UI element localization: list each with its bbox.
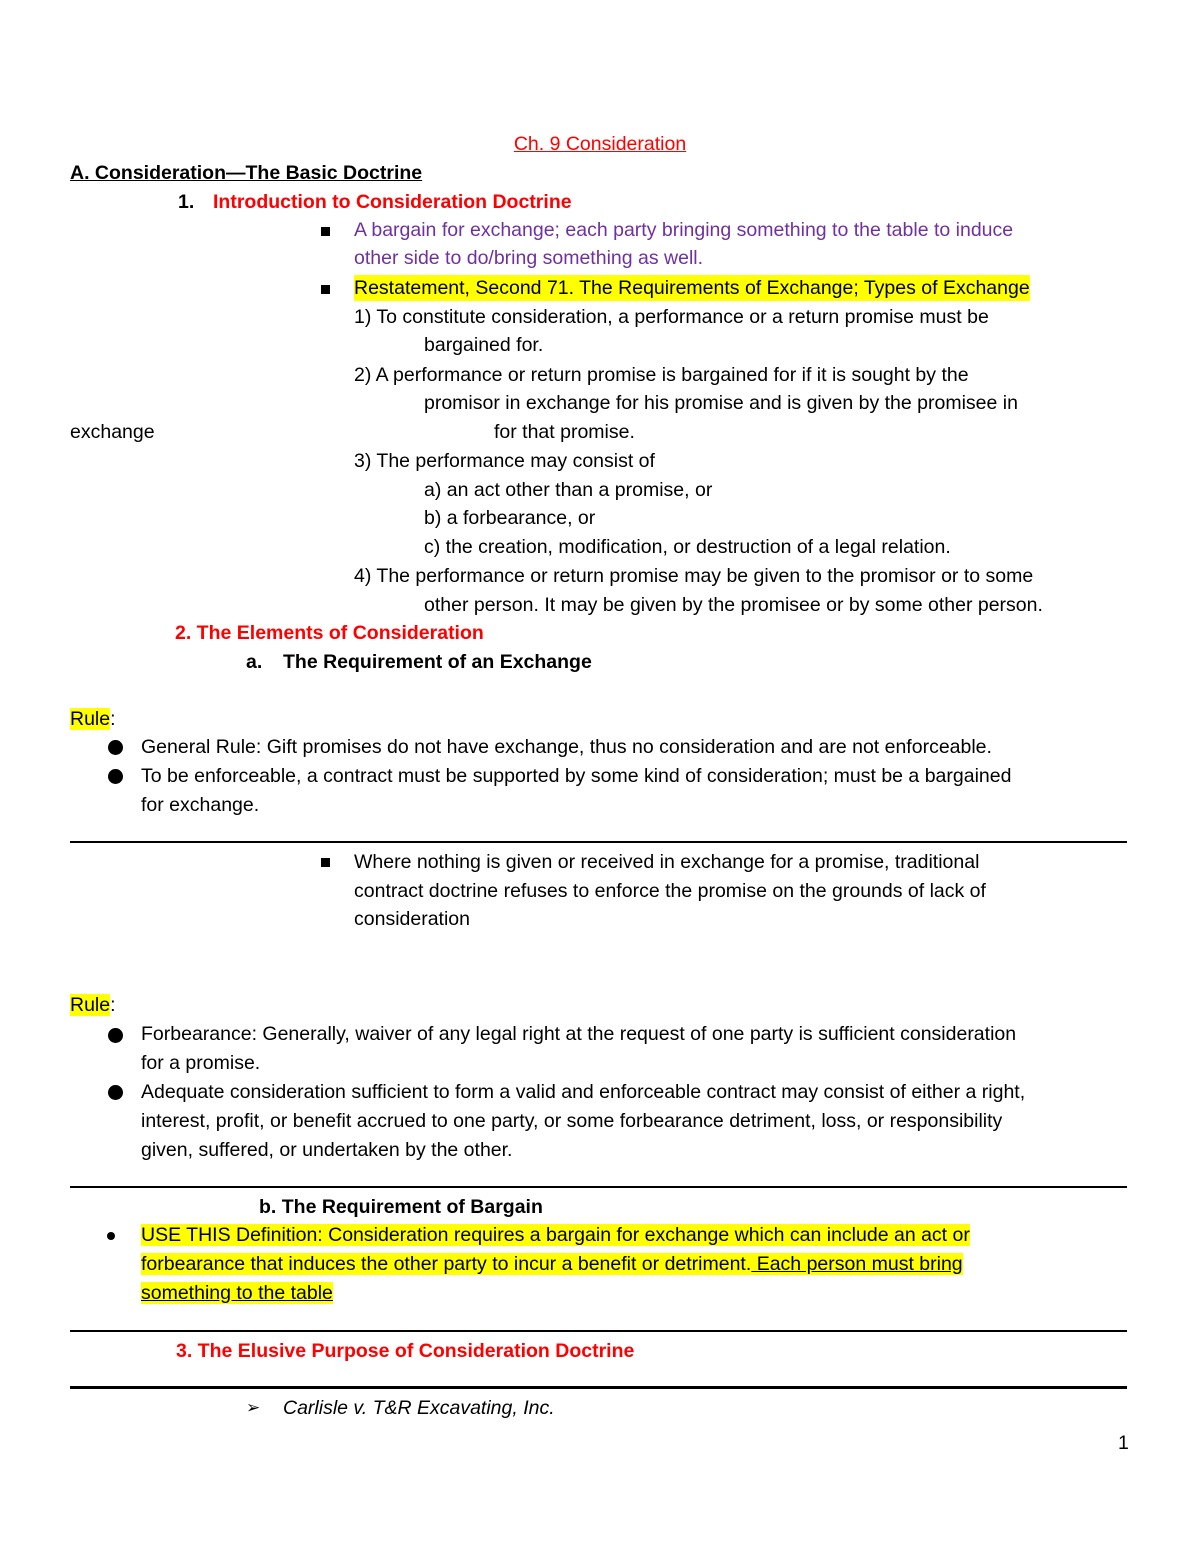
nothing-given-line-3: consideration: [354, 908, 470, 930]
rule-1-bullet-2-line-1: To be enforceable, a contract must be supported by some kind of consideration; must be a bargained: [141, 765, 1012, 787]
square-bullet-icon: [321, 285, 330, 294]
round-bullet-icon: [108, 1028, 123, 1043]
requirement-1-line-1: 1) To constitute consideration, a performance or a return promise must be: [354, 306, 989, 328]
horizontal-divider: [70, 1386, 1127, 1389]
page-number: 1: [1118, 1432, 1129, 1454]
definition-line-3: something to the table: [141, 1282, 333, 1304]
nothing-given-line-1: Where nothing is given or received in exchange for a promise, traditional: [354, 851, 980, 873]
rule-label-1: Rule:: [70, 708, 116, 730]
small-bullet-icon: [107, 1232, 115, 1240]
rule-1-bullet-1: General Rule: Gift promises do not have exchange, thus no consideration and are not enforceable.: [141, 736, 992, 758]
rule-2-bullet-2-line-2: interest, profit, or benefit accrued to one party, or some forbearance detriment, loss, or responsibility: [141, 1110, 1003, 1132]
requirement-3b: b) a forbearance, or: [424, 507, 596, 529]
page-title: Ch. 9 Consideration: [513, 133, 687, 155]
horizontal-divider: [70, 1330, 1127, 1332]
section-1-heading: Introduction to Consideration Doctrine: [213, 191, 572, 213]
rule-2-bullet-2-line-3: given, suffered, or undertaken by the other.: [141, 1139, 513, 1161]
bargain-definition-line-2: other side to do/bring something as well.: [354, 247, 704, 269]
rule-1-bullet-2-line-2: for exchange.: [141, 794, 260, 816]
requirement-2-line-3a: exchange: [70, 421, 155, 443]
section-2b-heading: b. The Requirement of Bargain: [259, 1196, 543, 1218]
requirement-2-line-2: promisor in exchange for his promise and is given by the promisee in: [424, 392, 1018, 414]
section-2a-letter: a.: [246, 651, 263, 673]
rule-2-bullet-1-line-2: for a promise.: [141, 1052, 261, 1074]
square-bullet-icon: [321, 858, 330, 867]
requirement-3a: a) an act other than a promise, or: [424, 479, 713, 501]
section-2-heading: 2. The Elements of Consideration: [175, 622, 484, 644]
round-bullet-icon: [108, 1085, 123, 1100]
round-bullet-icon: [108, 740, 123, 755]
horizontal-divider: [70, 1186, 1127, 1188]
definition-line-2: forbearance that induces the other party to incur a benefit or detriment. Each person must bring: [141, 1253, 963, 1275]
case-carlisle: Carlisle v. T&R Excavating, Inc.: [283, 1397, 555, 1419]
section-1-number: 1.: [178, 191, 195, 213]
horizontal-divider: [70, 841, 1127, 843]
requirement-3: 3) The performance may consist of: [354, 450, 655, 472]
section-3-heading: 3. The Elusive Purpose of Consideration Doctrine: [176, 1340, 635, 1362]
rule-label-2: Rule:: [70, 994, 116, 1016]
round-bullet-icon: [108, 769, 123, 784]
bargain-definition-line-1: A bargain for exchange; each party bringing something to the table to induce: [354, 219, 1014, 241]
square-bullet-icon: [321, 227, 330, 236]
requirement-2-line-3b: for that promise.: [494, 421, 635, 443]
arrow-bullet-icon: ➢: [246, 1398, 261, 1417]
requirement-4-line-2: other person. It may be given by the promisee or by some other person.: [424, 594, 1043, 616]
restatement-heading: Restatement, Second 71. The Requirements of Exchange; Types of Exchange: [354, 277, 1030, 299]
rule-2-bullet-2-line-1: Adequate consideration sufficient to form a valid and enforceable contract may consist of either a right,: [141, 1081, 1026, 1103]
definition-line-1: USE THIS Definition: Consideration requires a bargain for exchange which can include an act or: [141, 1224, 970, 1246]
nothing-given-line-2: contract doctrine refuses to enforce the promise on the grounds of lack of: [354, 880, 986, 902]
requirement-1-line-2: bargained for.: [424, 334, 544, 356]
rule-2-bullet-1-line-1: Forbearance: Generally, waiver of any legal right at the request of one party is sufficient consideration: [141, 1023, 1017, 1045]
requirement-2-line-1: 2) A performance or return promise is bargained for if it is sought by the: [354, 364, 969, 386]
requirement-3c: c) the creation, modification, or destruction of a legal relation.: [424, 536, 951, 558]
section-2a-heading: The Requirement of an Exchange: [283, 651, 592, 673]
section-a-heading: A. Consideration—The Basic Doctrine: [70, 162, 423, 184]
requirement-4-line-1: 4) The performance or return promise may be given to the promisor or to some: [354, 565, 1034, 587]
